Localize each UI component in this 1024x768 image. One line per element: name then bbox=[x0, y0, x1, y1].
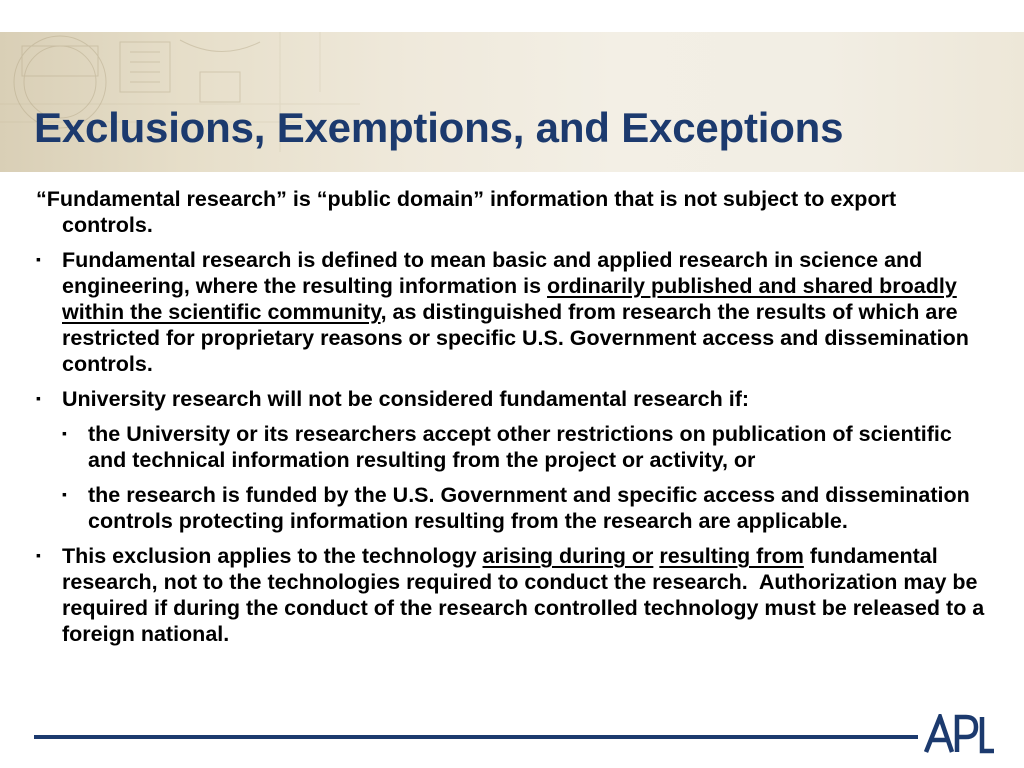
underlined-phrase: ordinarily published and shared broadly within the scientific community bbox=[62, 274, 957, 324]
sub-bullet-text: the University or its researchers accept other restrictions on publication of scientific and technical information resulting from the project or activity, or bbox=[88, 422, 952, 472]
square-bullet-icon: ▪ bbox=[36, 251, 41, 267]
bullet-text: Fundamental research is defined to mean basic and applied research in science and engineering, where the resulting information is bbox=[62, 248, 923, 298]
intro-text: “Fundamental research” is “public domain” information that is not subject to export controls. bbox=[36, 187, 897, 237]
bullet-text: , as distinguished from research the results of which are restricted for proprietary reasons or specific U.S. Government access and dissemination controls. bbox=[62, 300, 969, 376]
apl-logo bbox=[924, 714, 996, 754]
top-margin bbox=[0, 0, 1024, 32]
bullet-text: This exclusion applies to the technology bbox=[62, 544, 483, 568]
page-title: Exclusions, Exemptions, and Exceptions bbox=[34, 104, 844, 151]
square-bullet-icon: ▪ bbox=[36, 547, 41, 563]
bullet-item bbox=[36, 246, 986, 377]
square-bullet-icon: ▪ bbox=[36, 390, 41, 406]
square-bullet-icon: ▪ bbox=[62, 486, 67, 502]
underlined-phrase: resulting from bbox=[659, 544, 804, 568]
intro-paragraph bbox=[36, 186, 986, 238]
slide-body bbox=[36, 186, 986, 655]
underlined-phrase: arising during or bbox=[482, 544, 654, 568]
bullet-item bbox=[36, 385, 986, 412]
bullet-text: University research will not be considered fundamental research if: bbox=[62, 387, 750, 411]
sub-bullet-item bbox=[62, 481, 986, 534]
sub-bullet-item bbox=[62, 420, 986, 473]
bullet-item bbox=[36, 542, 986, 647]
bullet-text: fundamental research, not to the technologies required to conduct the research. Authorization may be required if during the conduct of the research controlled technology must be released to a foreign national. bbox=[62, 544, 985, 646]
square-bullet-icon: ▪ bbox=[62, 425, 67, 441]
footer-rule bbox=[34, 735, 918, 739]
sub-bullet-text: the research is funded by the U.S. Government and specific access and dissemination controls protecting information resulting from the research are applicable. bbox=[88, 483, 970, 533]
